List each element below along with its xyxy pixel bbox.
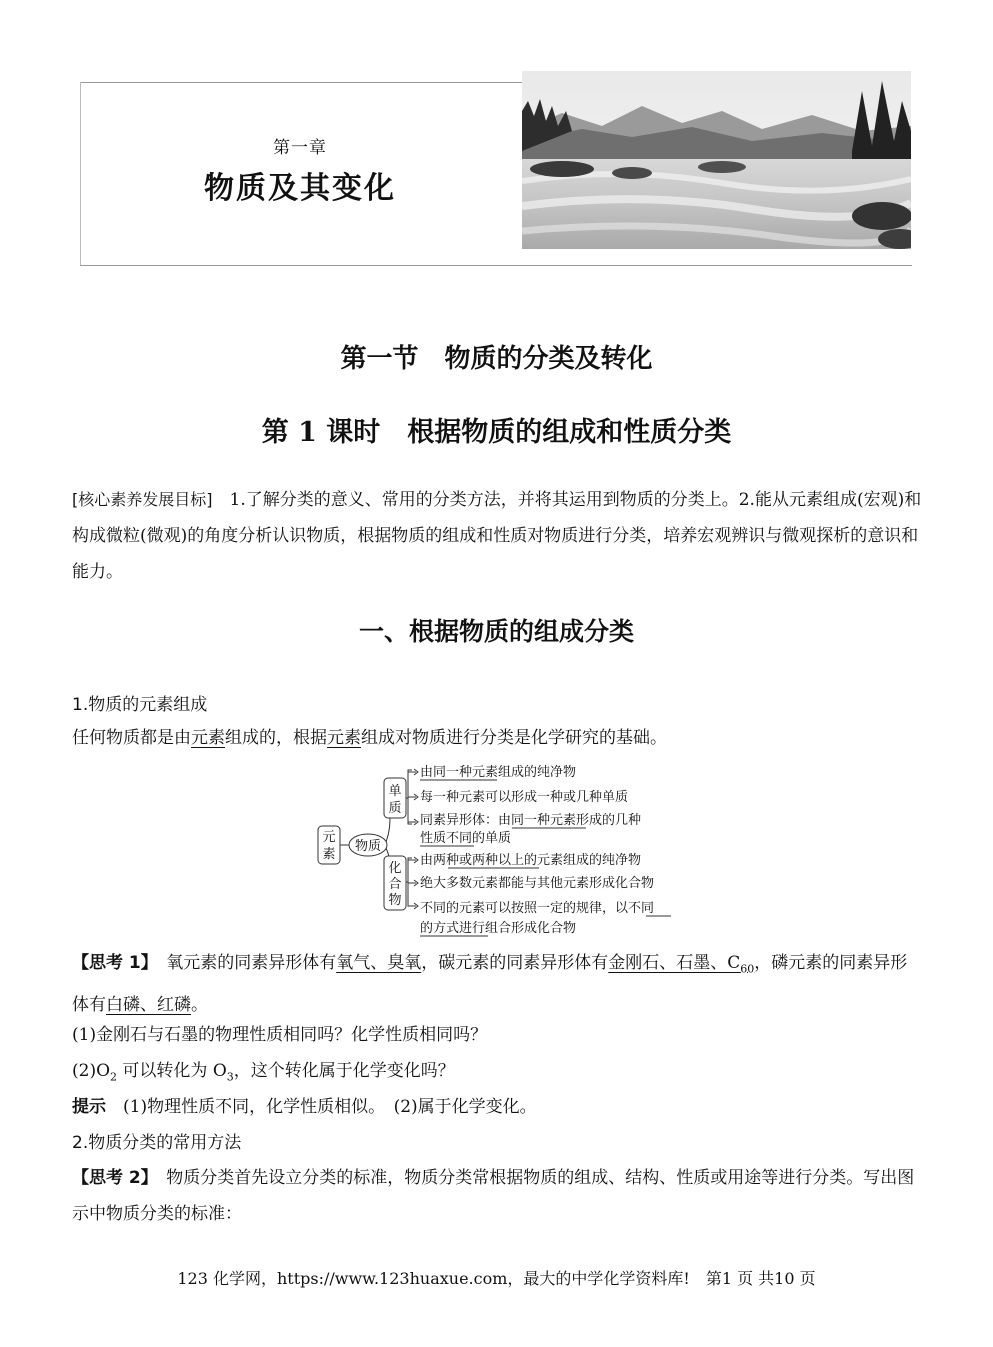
think-1-label: 【思考 1】 (72, 953, 150, 973)
root-node-char: 素 (322, 847, 336, 862)
banner-bottom-rule (80, 265, 912, 266)
compound-fact-3b: 的方式进行组合形成化合物 (420, 921, 577, 936)
think-1-text: 。 (191, 995, 208, 1016)
core-goals-label: [核心素养发展目标] (72, 490, 213, 509)
chapter-label: 第一章 (273, 138, 327, 158)
hint-label: 提示 (72, 1097, 106, 1117)
think-1-answer-oxygen: 氧气、臭氧 (336, 953, 422, 973)
elemental-char: 单 (388, 784, 402, 799)
banner-top-rule (80, 82, 522, 83)
hint-paragraph (72, 1089, 922, 1125)
think-1-answer-carbon-text: 金刚石、石墨、C (608, 953, 741, 973)
core-goals-text: 1.了解分类的意义、常用的分类方法，并将其运用到物质的分类上。2.能从元素组成(宏观)和构成微粒(微观)的角度分析认识物质，根据物质的组成和性质对物质进行分类，培养宏观辨识与微观探析的意识和能力。 (72, 490, 922, 582)
substance-node-label: 物质 (354, 839, 382, 854)
think-1-answer-phosphorus: 白磷、红磷 (106, 995, 191, 1016)
landscape-photo (522, 71, 911, 249)
compound-fact-2: 绝大多数元素都能与其他元素形成化合物 (420, 876, 655, 891)
element-classification-diagram (314, 760, 694, 940)
intro-paragraph (72, 720, 922, 756)
think-2-label: 【思考 2】 (72, 1168, 150, 1188)
compound-char: 化 (388, 861, 402, 876)
think-1-paragraph (72, 945, 922, 1023)
compound-fact-1: 由两种或两种以上的元素组成的纯净物 (420, 853, 642, 868)
elemental-fact-3a: 同素异形体：由同一种元素形成的几种 (420, 813, 642, 828)
think-2-text: 物质分类首先设立分类的标准，物质分类常根据物质的组成、结构、性质或用途等进行分类。写出图示中物质分类的标准： (72, 1168, 915, 1224)
chapter-title: 物质及其变化 (204, 171, 396, 206)
elemental-fact-3b: 性质不同的单质 (420, 831, 512, 846)
banner-left-rule (80, 82, 81, 265)
elemental-fact-1: 由同一种元素组成的纯净物 (420, 765, 577, 780)
root-node-char: 元 (322, 830, 336, 845)
intro-blank-2: 元素 (327, 728, 361, 748)
intro-text: 组成对物质进行分类是化学研究的基础。 (361, 728, 667, 748)
compound-char: 物 (388, 893, 402, 908)
o3-subscript: 3 (226, 1070, 234, 1084)
elemental-fact-2: 每一种元素可以形成一种或几种单质 (420, 790, 629, 805)
elemental-char: 质 (388, 801, 402, 816)
page-footer: 123 化学网，https://www.123huaxue.com，最大的中学化学资料库! 第1 页 共10 页 (177, 1269, 816, 1288)
think-1-text: 氧元素的同素异形体有 (149, 953, 337, 973)
think-1-text: ，磷元素的同素异形体有 (72, 953, 908, 1016)
o2-subscript: 2 (110, 1070, 118, 1084)
question-2-text: (2)O (72, 1061, 111, 1081)
intro-text: 组成的，根据 (225, 728, 327, 748)
heading-element-composition: 1.物质的元素组成 (72, 695, 208, 715)
part-title: 一、根据物质的组成分类 (358, 617, 634, 646)
core-goals-paragraph (72, 482, 922, 590)
intro-blank-1: 元素 (191, 728, 225, 748)
question-2-text: 可以转化为 O (117, 1061, 227, 1081)
hint-text: (1)物理性质不同，化学性质相似。 (2)属于化学变化。 (106, 1097, 537, 1117)
section-title: 第一节 物质的分类及转化 (340, 344, 653, 374)
compound-fact-3a: 不同的元素可以按照一定的规律，以不同 (420, 901, 655, 916)
c60-subscript: 60 (740, 962, 755, 976)
think-1-text: ，碳元素的同素异形体有 (421, 953, 609, 973)
lesson-title: 第 1 课时 根据物质的组成和性质分类 (261, 417, 732, 448)
question-2-text: ，这个转化属于化学变化吗？ (233, 1061, 455, 1081)
question-1: (1)金刚石与石墨的物理性质相同吗？化学性质相同吗？ (72, 1025, 488, 1045)
think-1-answer-carbon (608, 953, 755, 976)
think-2-paragraph (72, 1160, 922, 1232)
heading-classification-methods: 2.物质分类的常用方法 (72, 1133, 242, 1153)
intro-text: 任何物质都是由 (72, 728, 191, 748)
compound-char: 合 (388, 877, 402, 892)
